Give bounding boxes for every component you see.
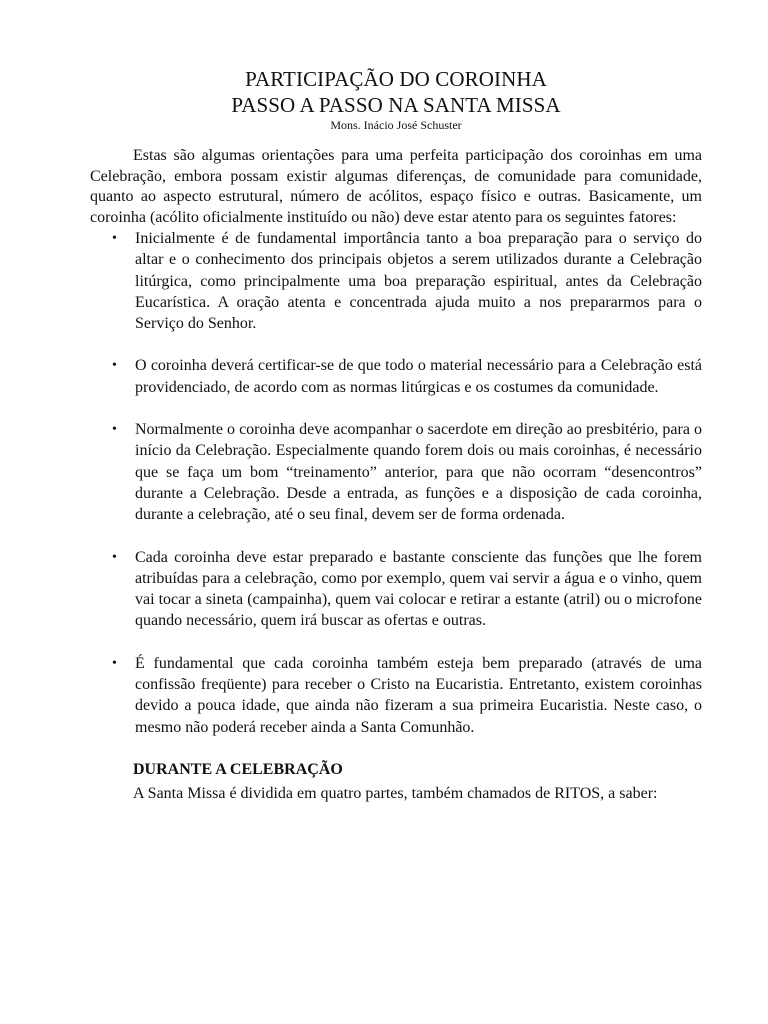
list-item-text: Normalmente o coroinha deve acompanhar o sacerdote em direção ao presbitério, para o início da Celebração. Especialmente quando forem dois ou mais coroinhas, é necessário que se faça um bom “treinamento” anterior, para que não ocorram “desencontros” durante a Celebração. Desde a entrada, as funções e a disposição de cada coroinha, durante a celebração, até o seu final, devem ser de forma ordenada.: [135, 421, 702, 524]
intro-paragraph: Estas são algumas orientações para uma perfeita participação dos coroinhas em uma Celebração, embora possam existir algumas diferenças, de comunidade para comunidade, quanto ao aspecto estrutural, número de acólitos, espaço físico e outras. Basicamente, um coroinha (acólito oficialmente instituído ou não) deve estar atento para os seguintes fatores:: [90, 147, 702, 226]
section-intro-paragraph: A Santa Missa é dividida em quatro partes, também chamados de RITOS, a saber:: [133, 784, 658, 802]
list-item: [90, 228, 702, 334]
list-item: [90, 547, 702, 632]
bullet-icon: •: [112, 549, 117, 565]
bullet-icon: •: [112, 231, 117, 246]
list-item-text: É fundamental que cada coroinha também esteja bem preparado (através de uma confissão freqüente) para receber o Cristo na Eucaristia. Entretanto, existem coroinhas devido a pouca idade, que ainda não fizeram a sua primeira Eucaristia. Neste caso, o mesmo não poderá receber ainda a Santa Comunhão.: [135, 654, 702, 736]
list-item-text: Inicialmente é de fundamental importância tanto a boa preparação para o serviço do altar e o conhecimento dos principais objetos a serem utilizados durante a Celebração litúrgica, como principalmente uma boa preparação espiritual, antes da Celebração Eucarística. A oração atenta e concentrada ajuda muito a nos prepararmos para o Serviço do Senhor.: [135, 230, 702, 333]
document-title: [90, 66, 702, 118]
bullet-icon: •: [112, 358, 117, 374]
bullet-icon: •: [112, 655, 117, 671]
title-line-1: PARTICIPAÇÃO DO COROINHA: [245, 67, 547, 91]
list-item-text: Cada coroinha deve estar preparado e bastante consciente das funções que lhe forem atribuídas para a celebração, como por exemplo, quem vai servir a água e o vinho, quem vai tocar a sineta (campainha), quem vai colocar e retirar a estante (atril) ou o microfone quando necessário, quem irá buscar as ofertas e outras.: [135, 548, 702, 630]
bullet-icon: •: [112, 422, 117, 438]
list-item: [90, 653, 702, 738]
document-author: Mons. Inácio José Schuster: [330, 118, 462, 132]
list-item: [90, 419, 702, 525]
document-page: [90, 66, 702, 804]
list-item: [90, 355, 702, 398]
section-heading: DURANTE A CELEBRAÇÃO: [133, 760, 343, 778]
guideline-list: [90, 228, 702, 738]
list-item-text: O coroinha deverá certificar-se de que todo o material necessário para a Celebração está providenciado, de acordo com as normas litúrgicas e os costumes da comunidade.: [135, 357, 702, 396]
title-line-2: PASSO A PASSO NA SANTA MISSA: [231, 93, 561, 117]
